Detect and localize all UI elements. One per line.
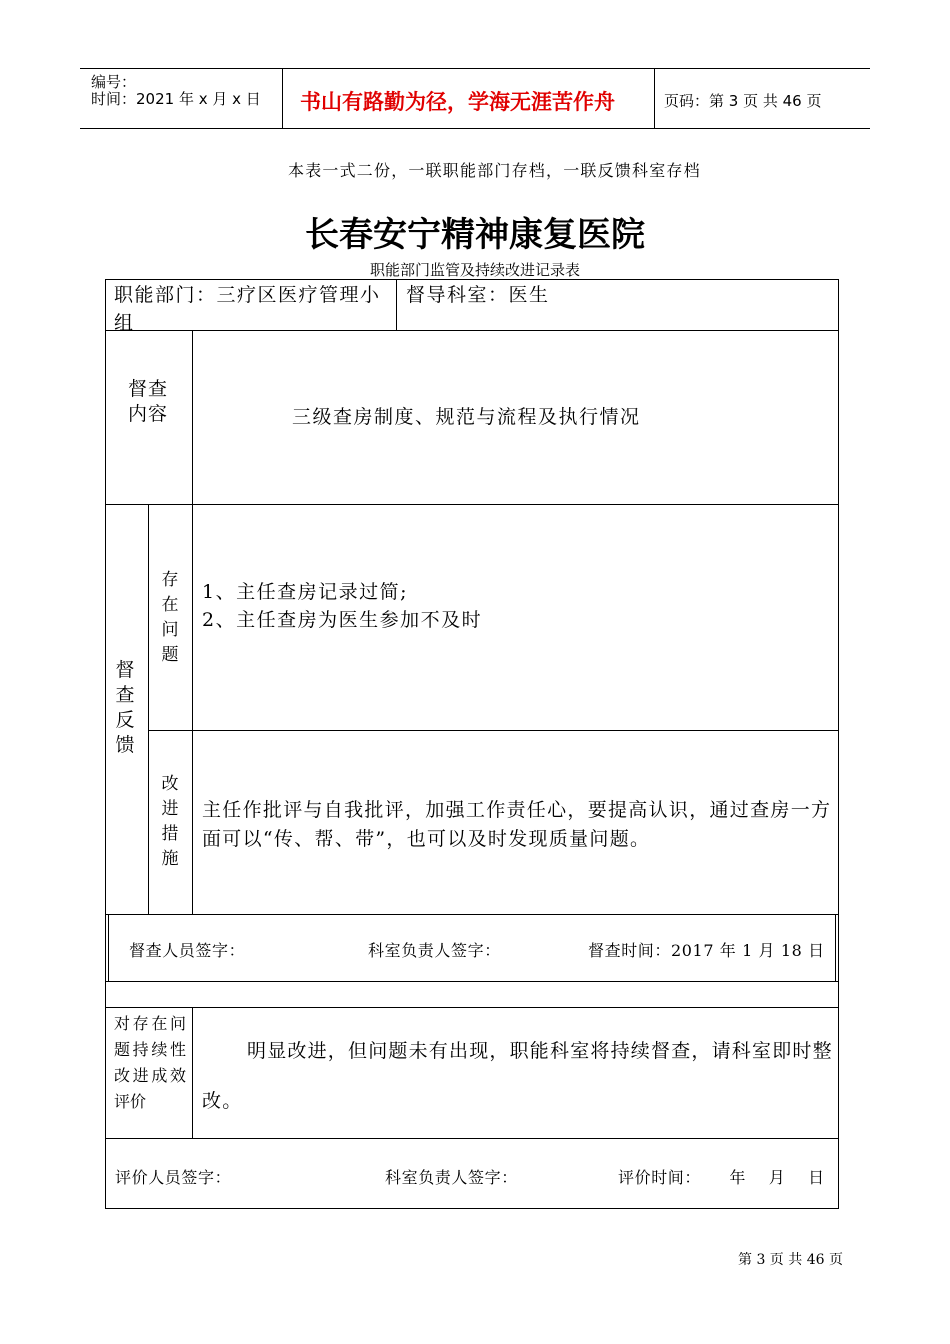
problem-item: 1、主任查房记录过简;	[202, 581, 408, 603]
table-rule	[108, 914, 109, 981]
table-rule	[148, 730, 839, 731]
content-label: 督查内容	[127, 378, 168, 425]
measures-label: 改进措施	[161, 774, 179, 869]
header-page-number: 页码：第 3 页 共 46 页	[664, 92, 822, 110]
table-rule	[105, 504, 839, 505]
content-value: 三级查房制度、规范与流程及执行情况	[292, 406, 641, 428]
header-number: 编号：	[91, 73, 137, 91]
table-rule	[835, 914, 836, 981]
evaluation-time: 评价时间： 年 月 日	[618, 1168, 825, 1187]
inspector-signature: 督查人员签字：	[129, 941, 246, 960]
copies-note: 本表一式二份，一联职能部门存档，一联反馈科室存档	[288, 161, 701, 180]
table-rule	[105, 1007, 839, 1008]
header-bottom-rule	[80, 128, 870, 129]
evaluation-value: 明显改进，但问题未有出现，职能科室将持续督查，请科室即时整改。	[202, 1040, 833, 1112]
table-rule	[105, 279, 106, 1209]
header-top-rule	[80, 68, 870, 69]
header-divider	[282, 68, 283, 129]
table-rule	[105, 1208, 839, 1209]
table-rule	[105, 279, 839, 280]
hospital-title: 长春安宁精神康复医院	[305, 215, 645, 255]
feedback-label: 督查反馈	[115, 659, 135, 756]
table-rule	[396, 279, 397, 330]
table-rule	[838, 279, 839, 1209]
problem-item: 2、主任查房为医生参加不及时	[202, 609, 483, 631]
table-rule	[192, 1007, 193, 1138]
supervised-department: 督导科室：医生	[406, 284, 550, 306]
measures-value: 主任作批评与自我批评，加强工作责任心，要提高认识，通过查房一方面可以“传、帮、带”，也可以及时发现质量问题。	[202, 799, 832, 850]
header-motto: 书山有路勤为径，学海无涯苦作舟	[300, 90, 615, 114]
table-rule	[105, 981, 839, 982]
dept-head-signature: 科室负责人签字：	[368, 941, 501, 960]
table-rule	[105, 914, 839, 915]
evaluator-signature: 评价人员签字：	[115, 1168, 232, 1187]
problems-label: 存在问题	[161, 570, 179, 665]
evaluation-label: 对存在问题持续性改进成效评价	[114, 1014, 186, 1111]
dept-head-signature: 科室负责人签字：	[385, 1168, 518, 1187]
table-rule	[105, 1138, 839, 1139]
form-subtitle: 职能部门监管及持续改进记录表	[369, 261, 580, 279]
header-date: 时间：2021 年 x 月 x 日	[91, 90, 261, 108]
functional-department: 职能部门：三疗区医疗管理小组	[114, 284, 381, 334]
table-rule	[192, 330, 193, 914]
inspection-time: 督查时间：2017 年 1 月 18 日	[588, 941, 825, 960]
header-divider	[654, 68, 655, 129]
page-footer: 第 3 页 共 46 页	[738, 1252, 843, 1268]
problems-list	[202, 578, 832, 634]
table-rule	[148, 504, 149, 914]
